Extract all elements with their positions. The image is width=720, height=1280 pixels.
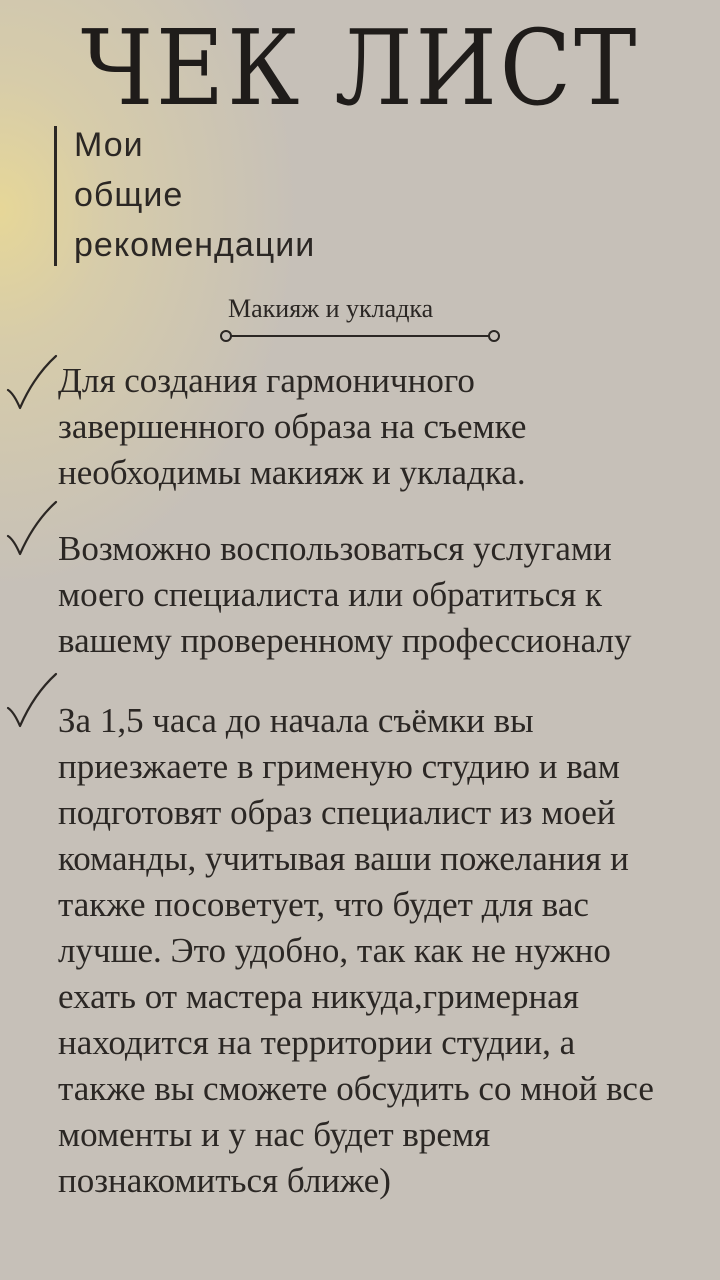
checklist-item: За 1,5 часа до начала съёмки вы приезжаете в грименую студию и вам подготовят образ специалист из моей команды, учитывая ваши пожелания и также посоветует, что будет для вас лучше. Это удобно, так как не нужно ехать от мастера никуда,гримерная находится на территории студии, а также вы сможете обсудить со мной все моменты и у нас будет время познакомиться ближе) <box>58 701 654 1200</box>
checkmark-icon <box>6 672 58 728</box>
section-title: Макияж и укладка <box>228 294 434 323</box>
checkmark-icon <box>6 354 58 410</box>
page-subtitle: Мои общие рекомендации <box>74 126 316 264</box>
subtitle-accent-bar <box>54 126 57 266</box>
divider-right-dot <box>488 330 500 342</box>
section-divider <box>226 335 494 337</box>
page-title: ЧЕК ЛИСТ <box>80 7 640 129</box>
checkmark-icon <box>6 500 58 556</box>
checklist-item: Возможно воспользоваться услугами моего специалиста или обратиться к вашему проверенному профессионалу <box>58 529 632 660</box>
checklist-item: Для создания гармоничного завершенного образа на съемке необходимы макияж и укладка. <box>58 361 527 492</box>
divider-left-dot <box>220 330 232 342</box>
